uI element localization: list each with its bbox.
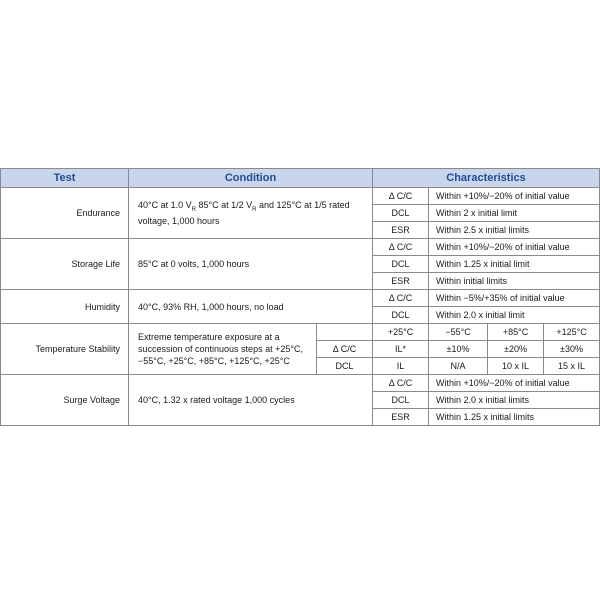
temp-test: Temperature Stability	[1, 324, 129, 375]
endurance-condition-part1: 40°C at 1.0 V	[138, 199, 192, 210]
temp-cc-value: IL*	[373, 341, 429, 358]
endurance-condition-sub2: R	[252, 206, 257, 213]
endurance-value: Within 2.5 x initial limits	[429, 222, 600, 239]
temp-dcl-value: IL	[373, 358, 429, 375]
temp-blank-cell	[317, 324, 373, 341]
surge-value: Within 2.0 x initial limits	[429, 392, 600, 409]
temp-cc-value: ±10%	[429, 341, 488, 358]
header-condition: Condition	[129, 169, 373, 188]
surge-symbol: DCL	[373, 392, 429, 409]
storage-symbol: Δ C/C	[373, 239, 429, 256]
storage-condition: 85°C at 0 volts, 1,000 hours	[129, 239, 373, 290]
temp-symbol-dcl: DCL	[317, 358, 373, 375]
temp-step: −55°C	[429, 324, 488, 341]
endurance-symbol: ESR	[373, 222, 429, 239]
temp-step: +25°C	[373, 324, 429, 341]
surge-symbol: ESR	[373, 409, 429, 426]
storage-symbol: ESR	[373, 273, 429, 290]
endurance-condition-part3: and 125°C at 1/5 rated voltage, 1,000 hours	[138, 199, 350, 227]
surge-condition: 40°C, 1.32 x rated voltage 1,000 cycles	[129, 375, 373, 426]
surge-row-1	[1, 375, 600, 392]
surge-symbol: Δ C/C	[373, 375, 429, 392]
temp-row-1	[1, 324, 600, 341]
surge-test: Surge Voltage	[1, 375, 129, 426]
storage-value: Within +10%/−20% of initial value	[429, 239, 600, 256]
header-test: Test	[1, 169, 129, 188]
temp-cc-value: ±30%	[544, 341, 600, 358]
temp-dcl-value: 15 x IL	[544, 358, 600, 375]
humidity-value: Within −5%/+35% of initial value	[429, 290, 600, 307]
temp-step: +125°C	[544, 324, 600, 341]
storage-value: Within initial limits	[429, 273, 600, 290]
humidity-test: Humidity	[1, 290, 129, 324]
endurance-condition	[129, 188, 373, 239]
temp-cc-value: ±20%	[488, 341, 544, 358]
humidity-symbol: DCL	[373, 307, 429, 324]
surge-value: Within 1.25 x initial limits	[429, 409, 600, 426]
temp-step: +85°C	[488, 324, 544, 341]
humidity-row-1	[1, 290, 600, 307]
humidity-condition: 40°C, 93% RH, 1,000 hours, no load	[129, 290, 373, 324]
storage-symbol: DCL	[373, 256, 429, 273]
header-characteristics: Characteristics	[373, 169, 600, 188]
humidity-value: Within 2.0 x initial limit	[429, 307, 600, 324]
temp-condition: Extreme temperature exposure at a succession of continuous steps at +25°C, −55°C, +25°C, +85°C, +125°C, +25°C	[129, 324, 317, 375]
endurance-condition-part2: 85°C at 1/2 V	[195, 199, 253, 210]
endurance-row-1	[1, 188, 600, 205]
storage-row-1	[1, 239, 600, 256]
endurance-symbol: Δ C/C	[373, 188, 429, 205]
temp-dcl-value: N/A	[429, 358, 488, 375]
endurance-value: Within 2 x initial limit	[429, 205, 600, 222]
specifications-table	[0, 168, 599, 432]
header-row	[1, 169, 600, 188]
storage-value: Within 1.25 x initial limit	[429, 256, 600, 273]
endurance-value: Within +10%/−20% of initial value	[429, 188, 600, 205]
endurance-condition-sub1: R	[191, 206, 196, 213]
humidity-symbol: Δ C/C	[373, 290, 429, 307]
endurance-symbol: DCL	[373, 205, 429, 222]
surge-value: Within +10%/−20% of initial value	[429, 375, 600, 392]
endurance-test: Endurance	[1, 188, 129, 239]
storage-test: Storage Life	[1, 239, 129, 290]
temp-dcl-value: 10 x IL	[488, 358, 544, 375]
temp-symbol-cc: Δ C/C	[317, 341, 373, 358]
